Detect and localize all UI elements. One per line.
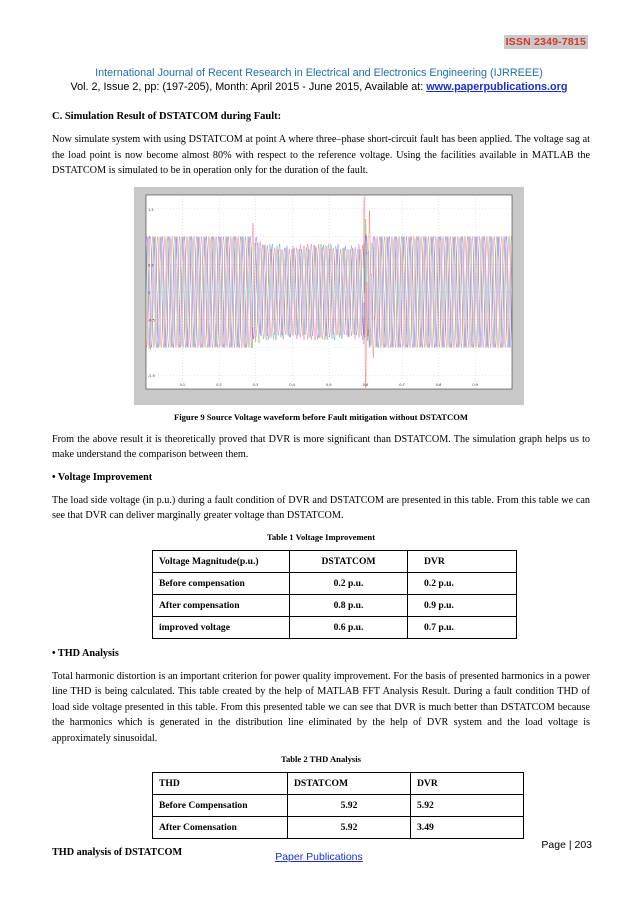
waveform-plot <box>134 187 524 405</box>
table-row <box>153 773 524 795</box>
table-header-cell: DVR <box>408 550 517 572</box>
y-tick-label: 1.5 <box>148 207 154 212</box>
table-cell: 0.2 p.u. <box>408 572 517 594</box>
x-tick-label: 0.2 <box>216 382 222 387</box>
table-cell: 5.92 <box>288 817 411 839</box>
paragraph-voltage: The load side voltage (in p.u.) during a fault condition of DVR and DSTATCOM are presented in this table. From this table we can see that DVR can deliver marginally greater voltage than DSTATCOM. <box>52 494 590 521</box>
table-row <box>153 616 517 638</box>
table-cell: 3.49 <box>411 817 524 839</box>
table-header-cell: Voltage Magnitude(p.u.) <box>153 550 290 572</box>
table-row <box>153 572 517 594</box>
table-cell: Before Compensation <box>153 795 288 817</box>
thd-analysis-table <box>152 772 524 839</box>
paragraph-intro: Now simulate system with using DSTATCOM at point A where three–phase short-circuit fault has been applied. The voltage sag at the load point is now become almost 80% with respect to the reference voltage. Using the facilities available in MATLAB the DSTATCOM is simulated to be in operation only for the duration of the fault. <box>52 134 590 176</box>
x-tick-label: 0.4 <box>289 382 295 387</box>
x-tick-label: 0.6 <box>362 382 369 387</box>
y-tick-label: 0.5 <box>148 262 154 267</box>
voltage-improvement-table <box>152 550 517 639</box>
section-heading: C. Simulation Result of DSTATCOM during Fault: <box>52 111 282 122</box>
y-tick-label: -1 <box>148 345 152 350</box>
table-cell: 5.92 <box>411 795 524 817</box>
table-cell: improved voltage <box>153 616 290 638</box>
y-tick-label: -0.5 <box>148 318 155 323</box>
table-header-cell: DVR <box>411 773 524 795</box>
x-tick-label: 0.3 <box>252 382 259 387</box>
journal-header <box>40 66 598 95</box>
paragraph-thd: Total harmonic distortion is an important criterion for power quality improvement. For the basis of presented harmonics in a power line THD is being calculated. This table created by the help of MATLAB FFT Analysis Result. During a fault condition THD of load side voltage presented in this table. From this presented table we can see that DVR is much better than DSTATCOM because the harmonics which is generated in the distribution line eliminated by the help of DVR system and the load voltage is approximately sinusoidal. <box>52 670 590 744</box>
table-cell: 0.6 p.u. <box>290 616 408 638</box>
y-tick-label: -1.5 <box>148 373 155 378</box>
y-tick-label: 1 <box>148 235 151 240</box>
table-cell: After Comensation <box>153 817 288 839</box>
table-cell: 0.9 p.u. <box>408 594 517 616</box>
paragraph-comparison: From the above result it is theoretically proved that DVR is more significant than DSTATCOM. The simulation graph helps us to make understand the comparison between them. <box>52 433 590 460</box>
table-row <box>153 550 517 572</box>
table-header-cell: THD <box>153 773 288 795</box>
x-tick-label: 0.8 <box>435 382 442 387</box>
waveform-figure <box>134 187 524 405</box>
table-cell: 0.2 p.u. <box>290 572 408 594</box>
journal-info <box>40 80 598 95</box>
table2-caption: Table 2 THD Analysis <box>281 754 361 764</box>
x-tick-label: 0.9 <box>472 382 478 387</box>
table-row <box>153 817 524 839</box>
table-row <box>153 594 517 616</box>
journal-info-text: Vol. 2, Issue 2, pp: (197-205), Month: April 2015 - June 2015, Available at: <box>70 81 427 93</box>
bullet-thd-analysis: • THD Analysis <box>52 647 119 659</box>
journal-title: International Journal of Recent Research in Electrical and Electronics Engineering (IJRREEE) <box>95 67 543 79</box>
y-tick-label: 0 <box>148 290 151 295</box>
table-row <box>153 795 524 817</box>
table-cell: 0.7 p.u. <box>408 616 517 638</box>
x-tick-label: 0.7 <box>399 382 405 387</box>
x-tick-label: 0.1 <box>179 382 186 387</box>
table-cell: After compensation <box>153 594 290 616</box>
bullet-voltage-improvement: • Voltage Improvement <box>52 471 153 483</box>
page-number: Page | 203 <box>541 839 592 851</box>
table1-caption: Table 1 Voltage Improvement <box>266 531 376 542</box>
x-tick-label: 0.5 <box>326 382 332 387</box>
figure-caption: Figure 9 Source Voltage waveform before Fault mitigation without DSTATCOM <box>174 411 468 422</box>
table-header-cell: DSTATCOM <box>288 773 411 795</box>
table-cell: 0.8 p.u. <box>290 594 408 616</box>
table-cell: 5.92 <box>288 795 411 817</box>
page-content <box>52 110 590 858</box>
issn-badge: ISSN 2349-7815 <box>505 36 586 48</box>
thd-dstatcom-heading: THD analysis of DSTATCOM <box>52 847 183 858</box>
table-cell: Before compensation <box>153 572 290 594</box>
publisher-link[interactable]: Paper Publications <box>275 851 363 863</box>
journal-url-link[interactable]: www.paperpublications.org <box>426 81 568 93</box>
table-header-cell: DSTATCOM <box>290 550 408 572</box>
